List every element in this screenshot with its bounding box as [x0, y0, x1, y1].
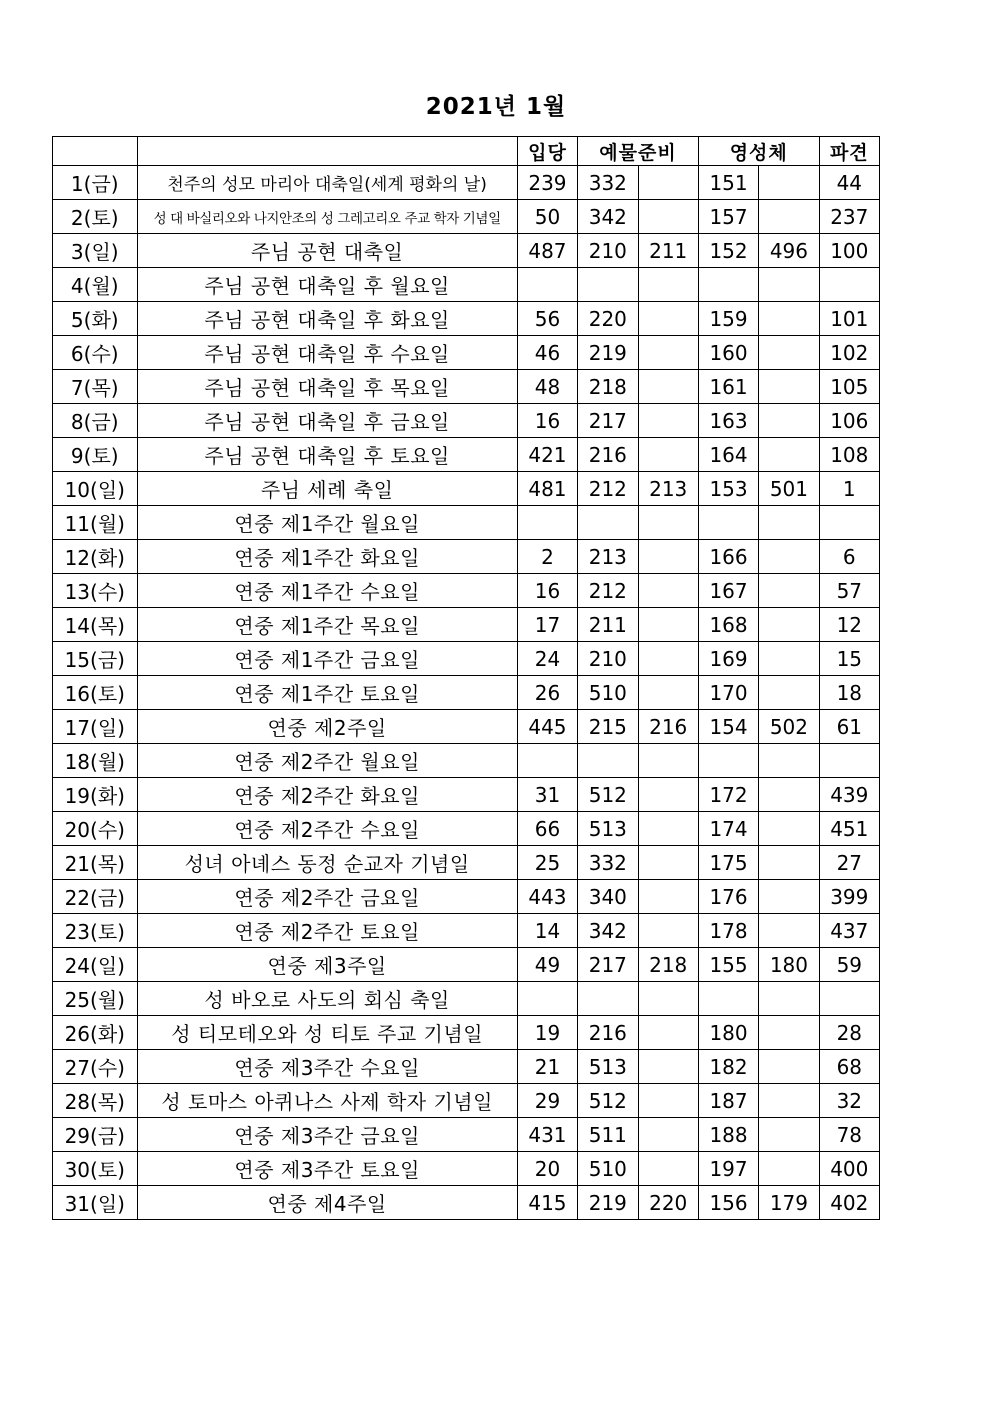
- yeongseongche-cell-2: [759, 1016, 819, 1050]
- ipdang-cell: [517, 506, 577, 540]
- yemul-cell-2: [638, 812, 698, 846]
- yeongseongche-cell-1: 153: [698, 472, 758, 506]
- date-cell: 21(목): [53, 846, 138, 880]
- date-cell: 23(토): [53, 914, 138, 948]
- ipdang-cell: 20: [517, 1152, 577, 1186]
- pagyeon-cell: 237: [819, 200, 879, 234]
- ipdang-cell: 29: [517, 1084, 577, 1118]
- ipdang-cell: 17: [517, 608, 577, 642]
- yemul-cell-1: 219: [578, 1186, 638, 1220]
- ipdang-cell: 25: [517, 846, 577, 880]
- yeongseongche-cell-2: [759, 914, 819, 948]
- yemul-cell-1: 512: [578, 1084, 638, 1118]
- yemul-cell-2: [638, 1084, 698, 1118]
- ipdang-cell: 431: [517, 1118, 577, 1152]
- ipdang-cell: 48: [517, 370, 577, 404]
- yeongseongche-cell-1: 160: [698, 336, 758, 370]
- yemul-cell-2: [638, 608, 698, 642]
- yemul-cell-1: 216: [578, 1016, 638, 1050]
- feast-cell: 연중 제3주간 금요일: [137, 1118, 517, 1152]
- yemul-cell-1: 210: [578, 642, 638, 676]
- table-row: [53, 846, 880, 880]
- yeongseongche-cell-1: 151: [698, 166, 758, 200]
- yemul-cell-2: 220: [638, 1186, 698, 1220]
- ipdang-cell: 487: [517, 234, 577, 268]
- date-cell: 2(토): [53, 200, 138, 234]
- date-cell: 27(수): [53, 1050, 138, 1084]
- yeongseongche-cell-1: 182: [698, 1050, 758, 1084]
- table-row: [53, 574, 880, 608]
- header-date: [53, 137, 138, 166]
- yemul-cell-2: [638, 540, 698, 574]
- yeongseongche-cell-2: [759, 370, 819, 404]
- table-row: [53, 982, 880, 1016]
- feast-cell: 주님 공현 대축일: [137, 234, 517, 268]
- ipdang-cell: 16: [517, 404, 577, 438]
- ipdang-cell: 49: [517, 948, 577, 982]
- yeongseongche-cell-1: 152: [698, 234, 758, 268]
- ipdang-cell: 24: [517, 642, 577, 676]
- yemul-cell-2: [638, 268, 698, 302]
- table-row: [53, 336, 880, 370]
- feast-cell: 성녀 아녜스 동정 순교자 기념일: [137, 846, 517, 880]
- feast-cell: 연중 제2주간 월요일: [137, 744, 517, 778]
- ipdang-cell: 26: [517, 676, 577, 710]
- date-cell: 31(일): [53, 1186, 138, 1220]
- date-cell: 5(화): [53, 302, 138, 336]
- yeongseongche-cell-2: [759, 1152, 819, 1186]
- yemul-cell-1: 217: [578, 948, 638, 982]
- date-cell: 12(화): [53, 540, 138, 574]
- pagyeon-cell: 18: [819, 676, 879, 710]
- date-cell: 24(일): [53, 948, 138, 982]
- yeongseongche-cell-1: 176: [698, 880, 758, 914]
- table-row: [53, 1186, 880, 1220]
- date-cell: 20(수): [53, 812, 138, 846]
- feast-cell: 연중 제1주간 월요일: [137, 506, 517, 540]
- yeongseongche-cell-2: [759, 608, 819, 642]
- yeongseongche-cell-1: 188: [698, 1118, 758, 1152]
- feast-cell: 연중 제1주간 화요일: [137, 540, 517, 574]
- yemul-cell-2: [638, 574, 698, 608]
- page-title: 2021년 1월: [425, 94, 567, 120]
- feast-cell: 성 티모테오와 성 티토 주교 기념일: [137, 1016, 517, 1050]
- yeongseongche-cell-2: [759, 438, 819, 472]
- yeongseongche-cell-1: 159: [698, 302, 758, 336]
- yemul-cell-1: [578, 982, 638, 1016]
- yeongseongche-cell-2: [759, 404, 819, 438]
- ipdang-cell: 14: [517, 914, 577, 948]
- table-row: [53, 540, 880, 574]
- pagyeon-cell: 44: [819, 166, 879, 200]
- yemul-cell-2: [638, 846, 698, 880]
- yeongseongche-cell-2: 496: [759, 234, 819, 268]
- yeongseongche-cell-2: [759, 1050, 819, 1084]
- date-cell: 16(토): [53, 676, 138, 710]
- yemul-cell-2: [638, 200, 698, 234]
- yemul-cell-2: [638, 1152, 698, 1186]
- ipdang-cell: 31: [517, 778, 577, 812]
- date-cell: 9(토): [53, 438, 138, 472]
- ipdang-cell: 445: [517, 710, 577, 744]
- pagyeon-cell: 28: [819, 1016, 879, 1050]
- yemul-cell-2: [638, 1016, 698, 1050]
- feast-cell: 주님 공현 대축일 후 화요일: [137, 302, 517, 336]
- yeongseongche-cell-1: 164: [698, 438, 758, 472]
- hymn-schedule-table: [52, 136, 880, 1220]
- date-cell: 28(목): [53, 1084, 138, 1118]
- yemul-cell-1: 210: [578, 234, 638, 268]
- header-pagyeon: 파견: [819, 137, 879, 166]
- yemul-cell-2: [638, 166, 698, 200]
- yemul-cell-1: 213: [578, 540, 638, 574]
- pagyeon-cell: 6: [819, 540, 879, 574]
- date-cell: 25(월): [53, 982, 138, 1016]
- table-row: [53, 370, 880, 404]
- table-row: [53, 744, 880, 778]
- yemul-cell-2: [638, 744, 698, 778]
- ipdang-cell: 421: [517, 438, 577, 472]
- yemul-cell-2: 213: [638, 472, 698, 506]
- table-row: [53, 1118, 880, 1152]
- yeongseongche-cell-2: [759, 812, 819, 846]
- table-row: [53, 404, 880, 438]
- yeongseongche-cell-1: 172: [698, 778, 758, 812]
- yeongseongche-cell-1: 180: [698, 1016, 758, 1050]
- feast-cell: 주님 공현 대축일 후 수요일: [137, 336, 517, 370]
- date-cell: 3(일): [53, 234, 138, 268]
- yemul-cell-2: [638, 1118, 698, 1152]
- table-row: [53, 1016, 880, 1050]
- yeongseongche-cell-2: [759, 540, 819, 574]
- yeongseongche-cell-2: [759, 506, 819, 540]
- yeongseongche-cell-1: 175: [698, 846, 758, 880]
- pagyeon-cell: [819, 982, 879, 1016]
- pagyeon-cell: 101: [819, 302, 879, 336]
- yemul-cell-1: 342: [578, 914, 638, 948]
- ipdang-cell: 56: [517, 302, 577, 336]
- table-row: [53, 302, 880, 336]
- feast-cell: 연중 제2주간 수요일: [137, 812, 517, 846]
- feast-cell: 연중 제2주일: [137, 710, 517, 744]
- yeongseongche-cell-1: 157: [698, 200, 758, 234]
- table-row: [53, 166, 880, 200]
- feast-cell: 연중 제1주간 목요일: [137, 608, 517, 642]
- yemul-cell-1: 511: [578, 1118, 638, 1152]
- table-row: [53, 268, 880, 302]
- pagyeon-cell: 32: [819, 1084, 879, 1118]
- pagyeon-cell: 1: [819, 472, 879, 506]
- feast-cell: 연중 제1주간 금요일: [137, 642, 517, 676]
- yeongseongche-cell-1: 178: [698, 914, 758, 948]
- date-cell: 14(목): [53, 608, 138, 642]
- yeongseongche-cell-2: [759, 302, 819, 336]
- yemul-cell-1: 218: [578, 370, 638, 404]
- date-cell: 11(월): [53, 506, 138, 540]
- feast-cell: 성 토마스 아퀴나스 사제 학자 기념일: [137, 1084, 517, 1118]
- pagyeon-cell: [819, 268, 879, 302]
- yeongseongche-cell-1: [698, 982, 758, 1016]
- pagyeon-cell: 59: [819, 948, 879, 982]
- yemul-cell-1: 212: [578, 574, 638, 608]
- ipdang-cell: 415: [517, 1186, 577, 1220]
- header-feast: [137, 137, 517, 166]
- ipdang-cell: 46: [517, 336, 577, 370]
- yemul-cell-1: 513: [578, 812, 638, 846]
- pagyeon-cell: 439: [819, 778, 879, 812]
- feast-cell: 성 대 바실리오와 나지안조의 성 그레고리오 주교 학자 기념일: [137, 200, 517, 234]
- yeongseongche-cell-1: 187: [698, 1084, 758, 1118]
- pagyeon-cell: 400: [819, 1152, 879, 1186]
- pagyeon-cell: 451: [819, 812, 879, 846]
- yeongseongche-cell-1: [698, 268, 758, 302]
- table-row: [53, 948, 880, 982]
- table-row: [53, 1152, 880, 1186]
- table-row: [53, 676, 880, 710]
- table-row: [53, 710, 880, 744]
- pagyeon-cell: 15: [819, 642, 879, 676]
- pagyeon-cell: 108: [819, 438, 879, 472]
- yeongseongche-cell-2: [759, 1084, 819, 1118]
- yeongseongche-cell-2: 501: [759, 472, 819, 506]
- date-cell: 1(금): [53, 166, 138, 200]
- yeongseongche-cell-1: 154: [698, 710, 758, 744]
- yemul-cell-1: 512: [578, 778, 638, 812]
- table-row: [53, 1084, 880, 1118]
- yemul-cell-2: [638, 336, 698, 370]
- yemul-cell-2: [638, 1050, 698, 1084]
- yemul-cell-2: [638, 506, 698, 540]
- ipdang-cell: 21: [517, 1050, 577, 1084]
- yemul-cell-1: 215: [578, 710, 638, 744]
- yemul-cell-1: 216: [578, 438, 638, 472]
- yeongseongche-cell-2: [759, 744, 819, 778]
- pagyeon-cell: 12: [819, 608, 879, 642]
- date-cell: 19(화): [53, 778, 138, 812]
- yemul-cell-1: 217: [578, 404, 638, 438]
- yeongseongche-cell-2: [759, 676, 819, 710]
- pagyeon-cell: 78: [819, 1118, 879, 1152]
- feast-cell: 연중 제3주간 수요일: [137, 1050, 517, 1084]
- date-cell: 8(금): [53, 404, 138, 438]
- yemul-cell-2: [638, 778, 698, 812]
- date-cell: 18(월): [53, 744, 138, 778]
- yeongseongche-cell-1: 167: [698, 574, 758, 608]
- yeongseongche-cell-2: 502: [759, 710, 819, 744]
- table-row: [53, 914, 880, 948]
- yemul-cell-2: [638, 302, 698, 336]
- table-row: [53, 200, 880, 234]
- yemul-cell-1: [578, 268, 638, 302]
- ipdang-cell: [517, 268, 577, 302]
- yeongseongche-cell-2: [759, 880, 819, 914]
- yemul-cell-1: 211: [578, 608, 638, 642]
- date-cell: 10(일): [53, 472, 138, 506]
- ipdang-cell: 50: [517, 200, 577, 234]
- ipdang-cell: 66: [517, 812, 577, 846]
- table-row: [53, 642, 880, 676]
- yemul-cell-2: 216: [638, 710, 698, 744]
- pagyeon-cell: 106: [819, 404, 879, 438]
- yemul-cell-1: 212: [578, 472, 638, 506]
- yemul-cell-1: [578, 506, 638, 540]
- feast-cell: 천주의 성모 마리아 대축일(세계 평화의 날): [137, 166, 517, 200]
- yemul-cell-1: 332: [578, 166, 638, 200]
- table-row: [53, 1050, 880, 1084]
- pagyeon-cell: 27: [819, 846, 879, 880]
- feast-cell: 성 바오로 사도의 회심 축일: [137, 982, 517, 1016]
- feast-cell: 연중 제2주간 토요일: [137, 914, 517, 948]
- yeongseongche-cell-1: [698, 744, 758, 778]
- ipdang-cell: [517, 744, 577, 778]
- date-cell: 15(금): [53, 642, 138, 676]
- yemul-cell-1: 220: [578, 302, 638, 336]
- feast-cell: 연중 제2주간 화요일: [137, 778, 517, 812]
- ipdang-cell: 481: [517, 472, 577, 506]
- yeongseongche-cell-1: 163: [698, 404, 758, 438]
- feast-cell: 연중 제1주간 토요일: [137, 676, 517, 710]
- pagyeon-cell: 57: [819, 574, 879, 608]
- yemul-cell-2: 218: [638, 948, 698, 982]
- table-row: [53, 778, 880, 812]
- date-cell: 4(월): [53, 268, 138, 302]
- yeongseongche-cell-1: 161: [698, 370, 758, 404]
- yeongseongche-cell-2: [759, 200, 819, 234]
- yemul-cell-2: [638, 982, 698, 1016]
- table-header-row: [53, 137, 880, 166]
- feast-cell: 연중 제3주간 토요일: [137, 1152, 517, 1186]
- yeongseongche-cell-2: [759, 642, 819, 676]
- yeongseongche-cell-2: [759, 778, 819, 812]
- pagyeon-cell: 61: [819, 710, 879, 744]
- yeongseongche-cell-2: [759, 1118, 819, 1152]
- yeongseongche-cell-1: 197: [698, 1152, 758, 1186]
- pagyeon-cell: 402: [819, 1186, 879, 1220]
- ipdang-cell: [517, 982, 577, 1016]
- date-cell: 29(금): [53, 1118, 138, 1152]
- date-cell: 22(금): [53, 880, 138, 914]
- yeongseongche-cell-1: 166: [698, 540, 758, 574]
- yeongseongche-cell-2: [759, 336, 819, 370]
- table-row: [53, 608, 880, 642]
- table-row: [53, 234, 880, 268]
- header-yemul: 예물준비: [578, 137, 699, 166]
- pagyeon-cell: 437: [819, 914, 879, 948]
- yeongseongche-cell-1: 170: [698, 676, 758, 710]
- yeongseongche-cell-1: 156: [698, 1186, 758, 1220]
- yemul-cell-1: 332: [578, 846, 638, 880]
- feast-cell: 연중 제4주일: [137, 1186, 517, 1220]
- yeongseongche-cell-2: [759, 166, 819, 200]
- date-cell: 6(수): [53, 336, 138, 370]
- yeongseongche-cell-1: 174: [698, 812, 758, 846]
- yeongseongche-cell-1: 168: [698, 608, 758, 642]
- yemul-cell-2: [638, 914, 698, 948]
- date-cell: 26(화): [53, 1016, 138, 1050]
- table-body: [53, 166, 880, 1220]
- yemul-cell-2: [638, 370, 698, 404]
- pagyeon-cell: 105: [819, 370, 879, 404]
- yeongseongche-cell-2: 179: [759, 1186, 819, 1220]
- table-row: [53, 472, 880, 506]
- yemul-cell-1: 342: [578, 200, 638, 234]
- feast-cell: 주님 공현 대축일 후 토요일: [137, 438, 517, 472]
- yemul-cell-2: [638, 676, 698, 710]
- pagyeon-cell: 68: [819, 1050, 879, 1084]
- yeongseongche-cell-1: 169: [698, 642, 758, 676]
- header-ipdang: 입당: [517, 137, 577, 166]
- feast-cell: 연중 제2주간 금요일: [137, 880, 517, 914]
- table-row: [53, 880, 880, 914]
- yemul-cell-1: 510: [578, 1152, 638, 1186]
- pagyeon-cell: [819, 506, 879, 540]
- pagyeon-cell: 399: [819, 880, 879, 914]
- table-row: [53, 812, 880, 846]
- yeongseongche-cell-2: [759, 982, 819, 1016]
- yemul-cell-1: 513: [578, 1050, 638, 1084]
- yemul-cell-2: [638, 642, 698, 676]
- date-cell: 13(수): [53, 574, 138, 608]
- date-cell: 30(토): [53, 1152, 138, 1186]
- yeongseongche-cell-2: [759, 268, 819, 302]
- yemul-cell-1: 510: [578, 676, 638, 710]
- date-cell: 7(목): [53, 370, 138, 404]
- yemul-cell-1: 340: [578, 880, 638, 914]
- feast-cell: 주님 세례 축일: [137, 472, 517, 506]
- yeongseongche-cell-1: [698, 506, 758, 540]
- feast-cell: 주님 공현 대축일 후 금요일: [137, 404, 517, 438]
- yemul-cell-2: [638, 880, 698, 914]
- ipdang-cell: 16: [517, 574, 577, 608]
- pagyeon-cell: 100: [819, 234, 879, 268]
- table-row: [53, 438, 880, 472]
- yemul-cell-1: [578, 744, 638, 778]
- feast-cell: 연중 제3주일: [137, 948, 517, 982]
- yemul-cell-2: [638, 404, 698, 438]
- ipdang-cell: 443: [517, 880, 577, 914]
- feast-cell: 연중 제1주간 수요일: [137, 574, 517, 608]
- yeongseongche-cell-2: 180: [759, 948, 819, 982]
- yemul-cell-2: [638, 438, 698, 472]
- pagyeon-cell: 102: [819, 336, 879, 370]
- yemul-cell-1: 219: [578, 336, 638, 370]
- yeongseongche-cell-1: 155: [698, 948, 758, 982]
- table-row: [53, 506, 880, 540]
- yeongseongche-cell-2: [759, 574, 819, 608]
- ipdang-cell: 239: [517, 166, 577, 200]
- header-yeongseongche: 영성체: [698, 137, 819, 166]
- ipdang-cell: 2: [517, 540, 577, 574]
- feast-cell: 주님 공현 대축일 후 월요일: [137, 268, 517, 302]
- date-cell: 17(일): [53, 710, 138, 744]
- ipdang-cell: 19: [517, 1016, 577, 1050]
- feast-cell: 주님 공현 대축일 후 목요일: [137, 370, 517, 404]
- pagyeon-cell: [819, 744, 879, 778]
- yeongseongche-cell-2: [759, 846, 819, 880]
- yemul-cell-2: 211: [638, 234, 698, 268]
